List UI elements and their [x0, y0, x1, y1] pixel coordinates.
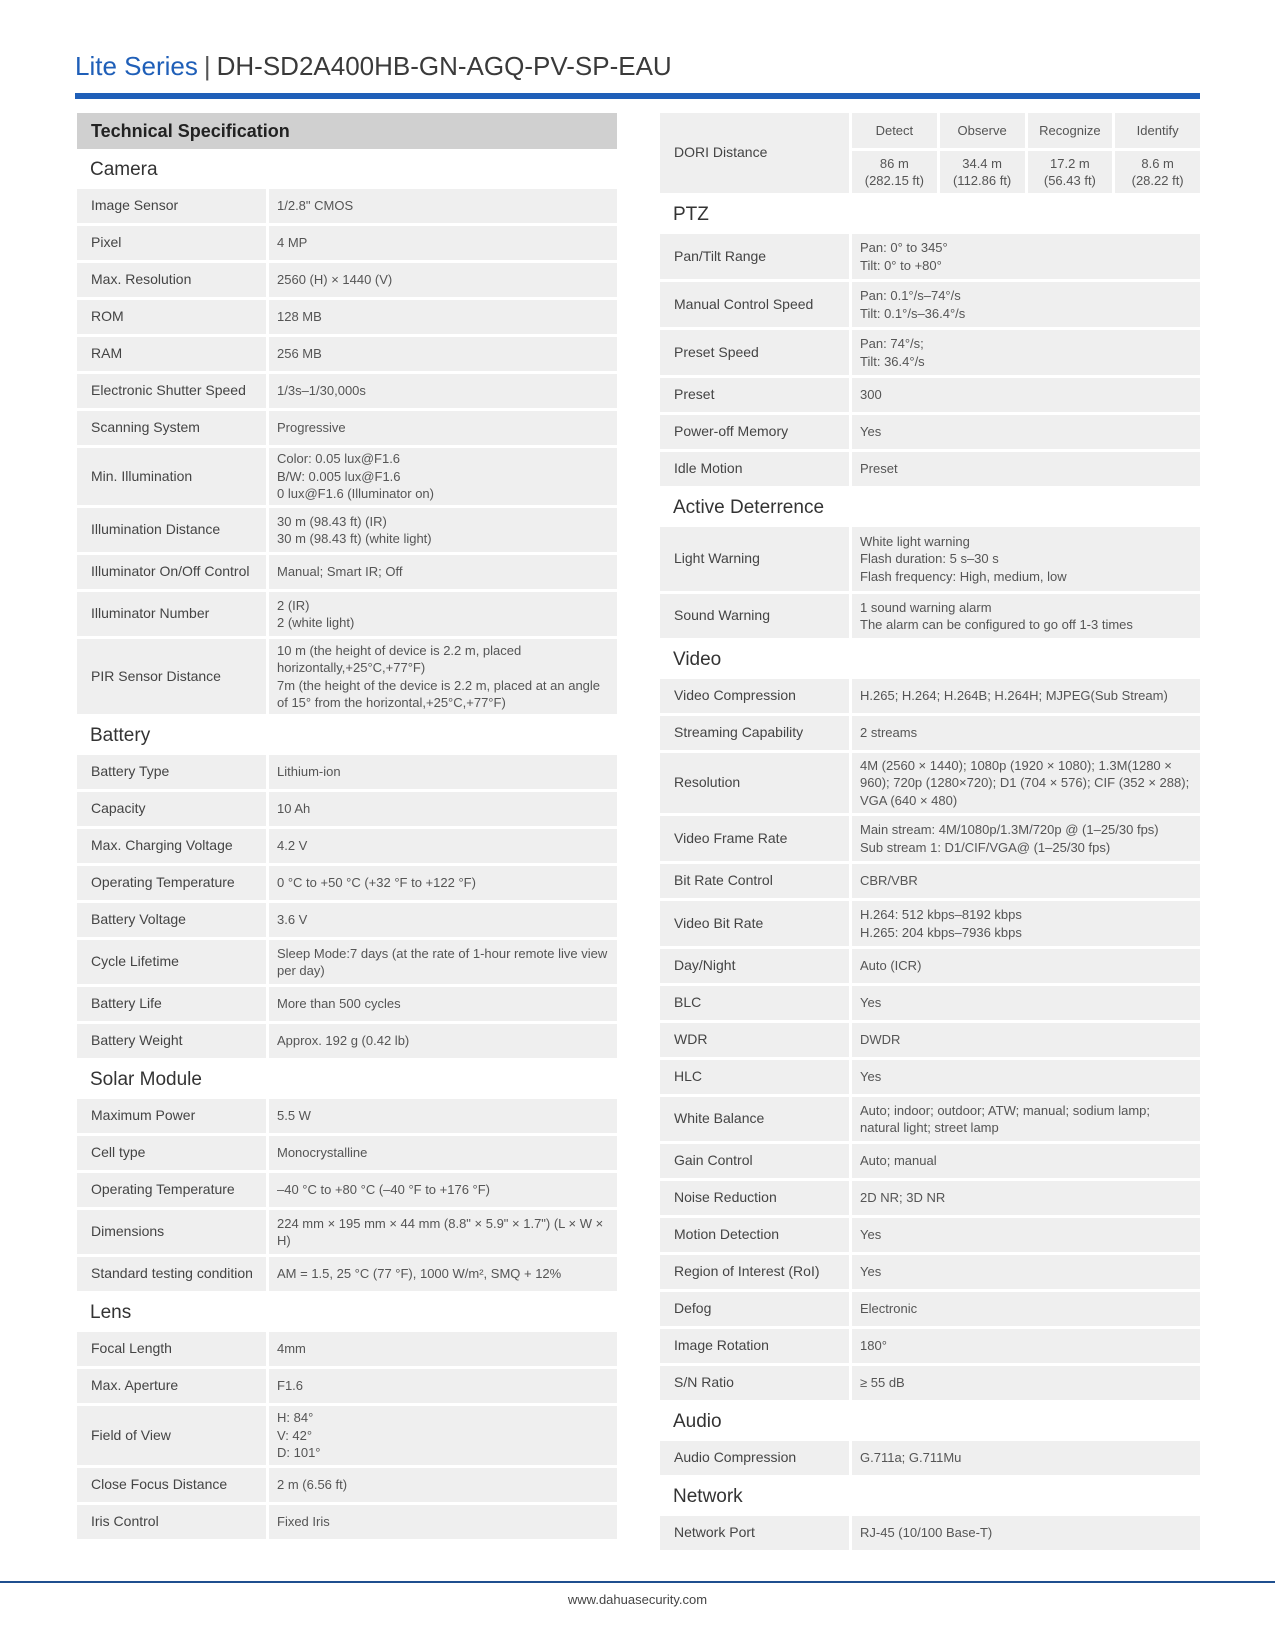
spec-value: Progressive [277, 420, 346, 436]
spec-row-standard-testing-condition [77, 1257, 617, 1291]
dori-value-detect: 86 m (282.15 ft) [852, 151, 937, 193]
spec-row-operating-temperature [77, 866, 617, 900]
spec-value: Yes [860, 1069, 882, 1085]
spec-row-power-off-memory [660, 415, 1200, 449]
left-sections [77, 151, 617, 1539]
spec-row-noise-reduction [660, 1181, 1200, 1215]
spec-row-battery-voltage [77, 903, 617, 937]
spec-row-close-focus-distance [77, 1468, 617, 1502]
section-title-solar-module: Solar Module [90, 1069, 202, 1090]
spec-label: Battery Weight [77, 1024, 266, 1058]
spec-row-gain-control [660, 1144, 1200, 1178]
spec-row-illumination-distance [77, 508, 617, 552]
spec-value-cell [269, 829, 617, 863]
spec-value-cell [269, 940, 617, 984]
dori-header-recognize: Recognize [1028, 113, 1113, 148]
spec-value-cell [852, 1255, 1200, 1289]
spec-row-manual-control-speed [660, 282, 1200, 327]
spec-label: Capacity [77, 792, 266, 826]
dori-table [660, 113, 1200, 193]
spec-label: Noise Reduction [660, 1181, 849, 1215]
spec-label: Max. Aperture [77, 1369, 266, 1403]
spec-label: Image Sensor [77, 189, 266, 223]
dori-value-identify: 8.6 m (28.22 ft) [1115, 151, 1200, 193]
spec-value: 1/2.8" CMOS [277, 198, 354, 214]
section-title-ptz: PTZ [673, 204, 709, 225]
spec-value: White light warning Flash duration: 5 s–30 s Flash frequency: High, medium, low [860, 533, 1067, 584]
spec-value-cell [269, 1369, 617, 1403]
spec-value: Pan: 0° to 345° Tilt: 0° to +80° [860, 240, 948, 273]
spec-value-cell [269, 592, 617, 636]
spec-value: 256 MB [277, 346, 322, 362]
spec-value-cell [852, 949, 1200, 983]
dori-header-identify: Identify [1115, 113, 1200, 148]
spec-row-video-bit-rate [660, 901, 1200, 946]
spec-value-cell [269, 755, 617, 789]
spec-value-cell [269, 448, 617, 505]
spec-label: Maximum Power [77, 1099, 266, 1133]
spec-row-streaming-capability [660, 716, 1200, 750]
spec-value: G.711a; G.711Mu [860, 1450, 962, 1466]
spec-label: Cycle Lifetime [77, 940, 266, 984]
spec-row-video-compression [660, 679, 1200, 713]
spec-row-max-aperture [77, 1369, 617, 1403]
left-column [77, 113, 617, 1542]
spec-row-illuminator-on-off-control [77, 555, 617, 589]
spec-value-cell [269, 792, 617, 826]
spec-label: Max. Charging Voltage [77, 829, 266, 863]
spec-row-max-resolution [77, 263, 617, 297]
spec-value: H: 84° V: 42° D: 101° [277, 1410, 321, 1461]
spec-value: 2 streams [860, 725, 918, 741]
spec-value-cell [852, 330, 1200, 375]
spec-label: Bit Rate Control [660, 864, 849, 898]
spec-row-electronic-shutter-speed [77, 374, 617, 408]
spec-value-cell [852, 1097, 1200, 1141]
spec-label: S/N Ratio [660, 1366, 849, 1400]
spec-label: Video Frame Rate [660, 816, 849, 861]
spec-value: RJ-45 (10/100 Base-T) [860, 1525, 993, 1541]
spec-value: 5.5 W [277, 1108, 311, 1124]
spec-value: Yes [860, 424, 882, 440]
spec-value-cell [852, 1366, 1200, 1400]
spec-value: Pan: 74°/s; Tilt: 36.4°/s [860, 336, 925, 369]
spec-value: Preset [860, 461, 898, 477]
spec-value: 128 MB [277, 309, 322, 325]
spec-label: Idle Motion [660, 452, 849, 486]
spec-value: AM = 1.5, 25 °C (77 °F), 1000 W/m², SMQ + 12% [277, 1266, 562, 1282]
spec-row-preset-speed [660, 330, 1200, 375]
spec-label: Region of Interest (RoI) [660, 1255, 849, 1289]
spec-value: 1/3s–1/30,000s [277, 383, 366, 399]
spec-value-cell [269, 1332, 617, 1366]
spec-value: Approx. 192 g (0.42 lb) [277, 1033, 410, 1049]
section-title-lens: Lens [90, 1302, 132, 1323]
spec-value-cell [852, 1060, 1200, 1094]
spec-value-cell [852, 753, 1200, 813]
spec-label: Focal Length [77, 1332, 266, 1366]
spec-row-network-port [660, 1516, 1200, 1550]
spec-row-max-charging-voltage [77, 829, 617, 863]
spec-label: BLC [660, 986, 849, 1020]
spec-value-cell [852, 1023, 1200, 1057]
spec-value-cell [852, 1329, 1200, 1363]
spec-value: 4 MP [277, 235, 308, 251]
spec-value: CBR/VBR [860, 873, 918, 889]
spec-row-sound-warning [660, 594, 1200, 638]
spec-value-cell [852, 282, 1200, 327]
dori-grid [852, 113, 1200, 193]
section-title-active-deterrence: Active Deterrence [673, 497, 825, 518]
spec-value: 2 (IR) 2 (white light) [277, 597, 355, 630]
spec-value: 0 °C to +50 °C (+32 °F to +122 °F) [277, 875, 476, 891]
spec-label: Motion Detection [660, 1218, 849, 1252]
spec-value: More than 500 cycles [277, 996, 401, 1012]
spec-value: Manual; Smart IR; Off [277, 564, 403, 580]
spec-label: Close Focus Distance [77, 1468, 266, 1502]
spec-value: Electronic [860, 1301, 918, 1317]
spec-row-blc [660, 986, 1200, 1020]
spec-value-cell [852, 1218, 1200, 1252]
spec-label: Defog [660, 1292, 849, 1326]
spec-value-cell [269, 1136, 617, 1170]
spec-row-rom [77, 300, 617, 334]
spec-label: Illuminator On/Off Control [77, 555, 266, 589]
spec-label: Video Compression [660, 679, 849, 713]
spec-label: Battery Voltage [77, 903, 266, 937]
spec-value-cell [852, 864, 1200, 898]
spec-label: RAM [77, 337, 266, 371]
spec-value: –40 °C to +80 °C (–40 °F to +176 °F) [277, 1182, 491, 1198]
spec-value-cell [269, 508, 617, 552]
spec-value-cell [269, 903, 617, 937]
spec-label: HLC [660, 1060, 849, 1094]
spec-value: 2560 (H) × 1440 (V) [277, 272, 393, 288]
spec-value-cell [852, 594, 1200, 638]
spec-row-preset [660, 378, 1200, 412]
spec-label: Dimensions [77, 1210, 266, 1254]
spec-label: Image Rotation [660, 1329, 849, 1363]
spec-value-cell [269, 1173, 617, 1207]
spec-row-min-illumination [77, 448, 617, 505]
dori-header-detect: Detect [852, 113, 937, 148]
spec-value: 224 mm × 195 mm × 44 mm (8.8" × 5.9" × 1.7") (L × W × H) [277, 1215, 604, 1248]
section-title-audio: Audio [673, 1411, 722, 1432]
spec-row-defog [660, 1292, 1200, 1326]
spec-value-cell [269, 1406, 617, 1465]
spec-row-illuminator-number [77, 592, 617, 636]
spec-label: Iris Control [77, 1505, 266, 1539]
spec-value: H.264: 512 kbps–8192 kbps H.265: 204 kbps–7936 kbps [860, 907, 1022, 940]
spec-label: ROM [77, 300, 266, 334]
spec-value-cell [269, 226, 617, 260]
dori-label: DORI Distance [660, 113, 849, 193]
dori-value-recognize: 17.2 m (56.43 ft) [1028, 151, 1113, 193]
spec-label: Pixel [77, 226, 266, 260]
spec-value: 3.6 V [277, 912, 308, 928]
spec-row-battery-type [77, 755, 617, 789]
spec-value: 1 sound warning alarm The alarm can be configured to go off 1-3 times [860, 599, 1133, 632]
spec-label: Cell type [77, 1136, 266, 1170]
spec-row-battery-weight [77, 1024, 617, 1058]
spec-row-field-of-view [77, 1406, 617, 1465]
spec-value-cell [269, 1024, 617, 1058]
spec-row-video-frame-rate [660, 816, 1200, 861]
spec-value: 4M (2560 × 1440); 1080p (1920 × 1080); 1.3M(1280 × 960); 720p (1280×720); D1 (704 × 576); CIF (352 × 288); VGA (640 × 480) [860, 757, 1190, 808]
spec-row-capacity [77, 792, 617, 826]
dori-header-observe: Observe [940, 113, 1025, 148]
section-title-battery: Battery [90, 725, 151, 746]
spec-value-cell [852, 986, 1200, 1020]
spec-value: H.265; H.264; H.264B; H.264H; MJPEG(Sub Stream) [860, 688, 1168, 704]
spec-label: Light Warning [660, 527, 849, 591]
spec-value: ≥ 55 dB [860, 1375, 905, 1391]
spec-label: Operating Temperature [77, 1173, 266, 1207]
spec-label: Illumination Distance [77, 508, 266, 552]
spec-row-resolution [660, 753, 1200, 813]
spec-label: Standard testing condition [77, 1257, 266, 1291]
spec-label: Pan/Tilt Range [660, 234, 849, 279]
spec-label: PIR Sensor Distance [77, 639, 266, 714]
spec-label: Min. Illumination [77, 448, 266, 505]
series-name: Lite Series [75, 51, 198, 81]
page-title [75, 46, 1200, 86]
spec-value: Auto; manual [860, 1153, 937, 1169]
spec-label: Battery Type [77, 755, 266, 789]
spec-value-cell [269, 263, 617, 297]
spec-value-cell [852, 816, 1200, 861]
spec-value: Yes [860, 1227, 882, 1243]
spec-value: 10 Ah [277, 801, 311, 817]
spec-row-cell-type [77, 1136, 617, 1170]
header-rule [75, 93, 1200, 99]
spec-value-cell [269, 1099, 617, 1133]
spec-row-light-warning [660, 527, 1200, 591]
spec-value: 4.2 V [277, 838, 308, 854]
spec-value: Sleep Mode:7 days (at the rate of 1-hour remote live view per day) [277, 945, 608, 978]
spec-value-cell [269, 1257, 617, 1291]
dori-value-observe: 34.4 m (112.86 ft) [940, 151, 1025, 193]
spec-value: Pan: 0.1°/s–74°/s Tilt: 0.1°/s–36.4°/s [860, 288, 966, 321]
spec-value-cell [852, 1292, 1200, 1326]
spec-value-cell [269, 866, 617, 900]
spec-value-cell [269, 1468, 617, 1502]
spec-value-cell [852, 1516, 1200, 1550]
spec-label: Operating Temperature [77, 866, 266, 900]
spec-value-cell [852, 527, 1200, 591]
spec-value-cell [269, 1210, 617, 1254]
spec-row-scanning-system [77, 411, 617, 445]
spec-value: Auto (ICR) [860, 958, 922, 974]
spec-value: 2D NR; 3D NR [860, 1190, 946, 1206]
spec-value-cell [852, 679, 1200, 713]
spec-value: F1.6 [277, 1378, 304, 1394]
section-title-video: Video [673, 649, 722, 670]
spec-value-cell [269, 555, 617, 589]
spec-label: Network Port [660, 1516, 849, 1550]
spec-label: Electronic Shutter Speed [77, 374, 266, 408]
spec-value: Main stream: 4M/1080p/1.3M/720p @ (1–25/30 fps) Sub stream 1: D1/CIF/VGA@ (1–25/30 fps) [860, 822, 1159, 855]
spec-row-cycle-lifetime [77, 940, 617, 984]
spec-value: Color: 0.05 lux@F1.6 B/W: 0.005 lux@F1.6 0 lux@F1.6 (Illuminator on) [277, 451, 434, 502]
spec-label: Power-off Memory [660, 415, 849, 449]
spec-value-cell [852, 234, 1200, 279]
spec-value: 2 m (6.56 ft) [277, 1477, 348, 1493]
document-header [75, 46, 1200, 86]
spec-row-bit-rate-control [660, 864, 1200, 898]
spec-value-cell [269, 639, 617, 714]
spec-row-image-sensor [77, 189, 617, 223]
spec-value: Monocrystalline [277, 1145, 368, 1161]
spec-label: Gain Control [660, 1144, 849, 1178]
spec-row-image-rotation [660, 1329, 1200, 1363]
spec-value-cell [852, 452, 1200, 486]
spec-label: Audio Compression [660, 1441, 849, 1475]
right-sections [660, 196, 1200, 1550]
section-title-network: Network [673, 1486, 743, 1507]
spec-row-idle-motion [660, 452, 1200, 486]
spec-value-cell [852, 1144, 1200, 1178]
right-column [660, 113, 1200, 1553]
spec-row-focal-length [77, 1332, 617, 1366]
spec-row-iris-control [77, 1505, 617, 1539]
spec-row-battery-life [77, 987, 617, 1021]
footer-rule [0, 1581, 1275, 1583]
spec-row-maximum-power [77, 1099, 617, 1133]
spec-value-cell [852, 1181, 1200, 1215]
spec-label: Illuminator Number [77, 592, 266, 636]
spec-row-ram [77, 337, 617, 371]
spec-value-cell [269, 411, 617, 445]
spec-row-pan-tilt-range [660, 234, 1200, 279]
tech-spec-heading: Technical Specification [77, 113, 617, 149]
spec-row-operating-temperature [77, 1173, 617, 1207]
model-number: DH-SD2A400HB-GN-AGQ-PV-SP-EAU [216, 51, 672, 81]
spec-label: White Balance [660, 1097, 849, 1141]
spec-row-motion-detection [660, 1218, 1200, 1252]
spec-label: Resolution [660, 753, 849, 813]
spec-label: Preset [660, 378, 849, 412]
spec-value: Lithium-ion [277, 764, 341, 780]
title-separator: | [203, 51, 211, 81]
spec-row-audio-compression [660, 1441, 1200, 1475]
spec-value-cell [852, 1441, 1200, 1475]
spec-value-cell [269, 337, 617, 371]
spec-value-cell [269, 374, 617, 408]
section-title-camera: Camera [90, 159, 158, 180]
spec-value-cell [269, 189, 617, 223]
spec-row-s-n-ratio [660, 1366, 1200, 1400]
spec-label: Day/Night [660, 949, 849, 983]
spec-value: DWDR [860, 1032, 901, 1048]
spec-label: Battery Life [77, 987, 266, 1021]
spec-value-cell [852, 901, 1200, 946]
spec-row-dimensions [77, 1210, 617, 1254]
spec-label: Scanning System [77, 411, 266, 445]
spec-value-cell [852, 378, 1200, 412]
spec-value: 10 m (the height of device is 2.2 m, placed horizontally,+25°C,+77°F) 7m (the height of the device is 2.2 m, placed at an angle of 15° from the horizontal,+25°C,+77°F) [277, 642, 601, 710]
spec-row-pixel [77, 226, 617, 260]
spec-label: Field of View [77, 1406, 266, 1465]
spec-value: 30 m (98.43 ft) (IR) 30 m (98.43 ft) (white light) [277, 513, 432, 546]
spec-row-region-of-interest-roi [660, 1255, 1200, 1289]
spec-row-white-balance [660, 1097, 1200, 1141]
spec-row-day-night [660, 949, 1200, 983]
spec-value-cell [852, 415, 1200, 449]
spec-value-cell [269, 987, 617, 1021]
spec-value: Auto; indoor; outdoor; ATW; manual; sodium lamp; natural light; street lamp [860, 1102, 1150, 1135]
spec-label: Manual Control Speed [660, 282, 849, 327]
spec-label: Preset Speed [660, 330, 849, 375]
spec-label: Sound Warning [660, 594, 849, 638]
spec-label: WDR [660, 1023, 849, 1057]
spec-value-cell [269, 300, 617, 334]
spec-value: Yes [860, 995, 882, 1011]
spec-value: Yes [860, 1264, 882, 1280]
spec-row-pir-sensor-distance [77, 639, 617, 714]
spec-value: Fixed Iris [277, 1514, 330, 1530]
spec-value-cell [852, 716, 1200, 750]
spec-label: Streaming Capability [660, 716, 849, 750]
spec-row-hlc [660, 1060, 1200, 1094]
spec-value-cell [269, 1505, 617, 1539]
spec-label: Max. Resolution [77, 263, 266, 297]
spec-value: 180° [860, 1338, 887, 1354]
spec-value: 300 [860, 387, 882, 403]
spec-label: Video Bit Rate [660, 901, 849, 946]
footer-url: www.dahuasecurity.com [567, 1592, 708, 1607]
spec-row-wdr [660, 1023, 1200, 1057]
spec-value: 4mm [277, 1341, 306, 1357]
